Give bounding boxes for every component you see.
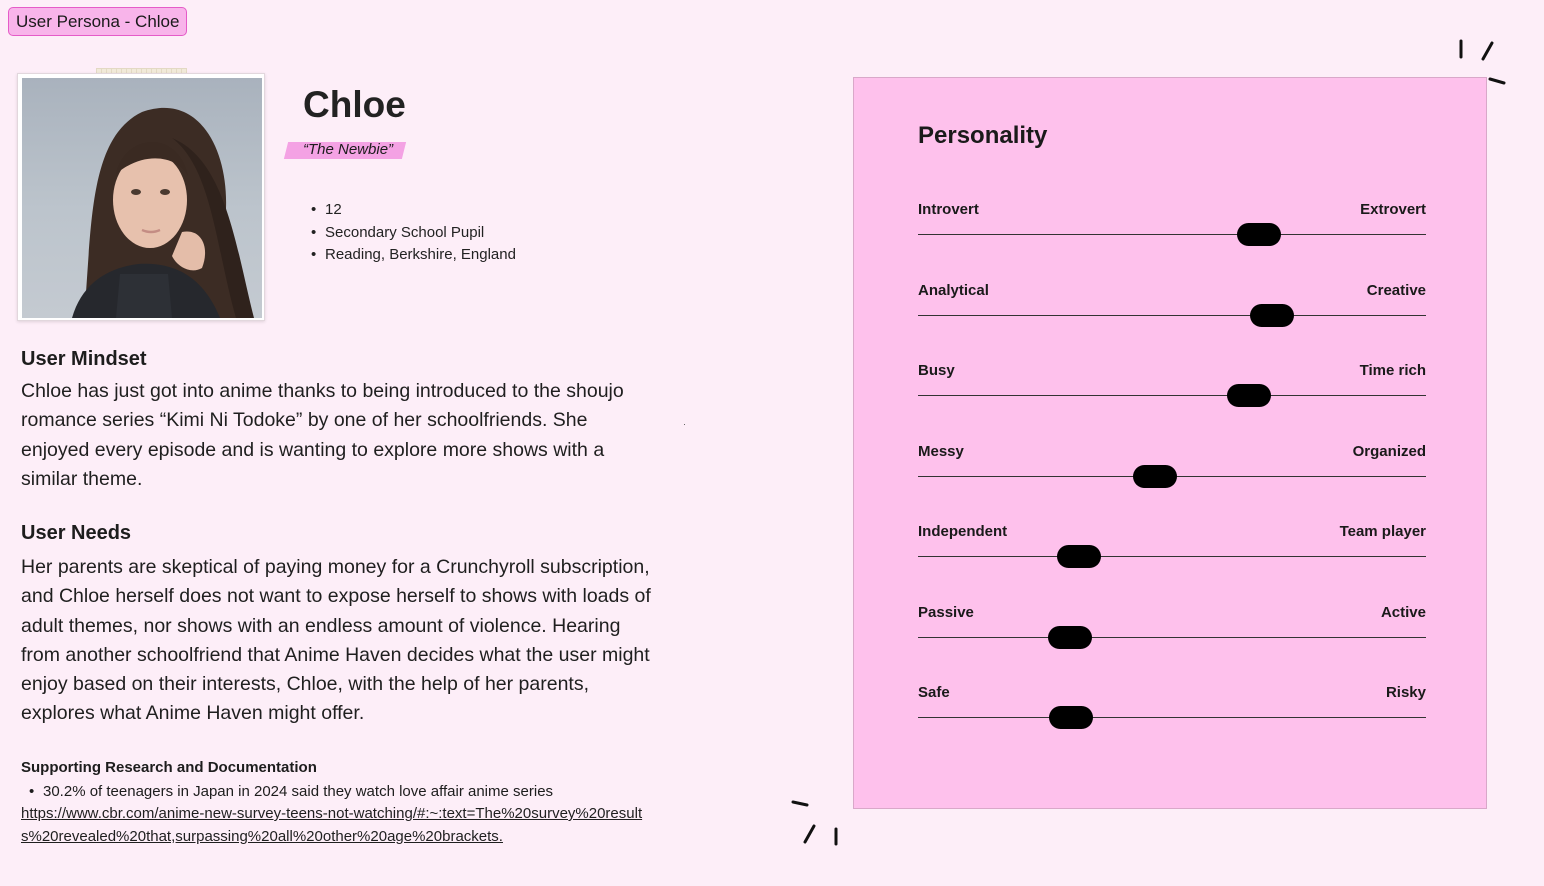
- persona-facts: [309, 199, 516, 267]
- trait-introvert-extrovert: [918, 201, 1426, 245]
- trait-slider-knob[interactable]: [1237, 223, 1281, 246]
- trait-right-label: Extrovert: [1360, 201, 1426, 218]
- trait-right-label: Active: [1380, 604, 1426, 621]
- trait-right-label: Risky: [1385, 684, 1426, 701]
- trait-track: [918, 637, 1426, 638]
- fact-age: • 12: [309, 199, 516, 222]
- trait-track: [918, 234, 1426, 235]
- needs-heading: User Needs: [21, 522, 132, 544]
- trait-left-label: Introvert: [918, 201, 979, 218]
- research-item: • 30.2% of teenagers in Japan in 2024 said they watch love affair anime series: [27, 781, 553, 803]
- trait-right-label: Team player: [1339, 523, 1426, 540]
- trait-track: [918, 315, 1426, 316]
- research-link[interactable]: https://www.cbr.com/anime-new-survey-teens-not-watching/#:~:text=The%20survey%20results%20revealed%20that,surpassing%20all%20other%20age%20brackets.: [21, 805, 643, 845]
- trait-slider-knob[interactable]: [1227, 384, 1271, 407]
- fact-occupation: • Secondary School Pupil: [309, 222, 516, 245]
- personality-card: [853, 77, 1487, 809]
- trait-left-label: Messy: [918, 443, 964, 460]
- persona-nickname: “The Newbie”: [303, 141, 394, 158]
- sparkle-doodle-icon: [780, 790, 850, 850]
- portrait-illustration: [22, 78, 262, 318]
- trait-safe-risky: [918, 684, 1426, 728]
- needs-text: Her parents are skeptical of paying money for a Crunchyroll subscription, and Chloe herself does not want to expose herself to shows with loads of adult themes, nor shows with an endless amount of violence. Hearing from another schoolfriend that Anime Haven decides what the user might enjoy based on their interests, Chloe, with the help of her parents, explores what Anime Haven might offer.: [21, 556, 651, 725]
- trait-left-label: Analytical: [918, 282, 989, 299]
- trait-right-label: Organized: [1352, 443, 1426, 460]
- personality-title: Personality: [918, 122, 1048, 149]
- sparkle-doodle-icon: [1450, 34, 1520, 94]
- trait-busy-timerich: [918, 362, 1426, 406]
- fact-location: • Reading, Berkshire, England: [309, 244, 516, 267]
- trait-slider-knob[interactable]: [1048, 626, 1092, 649]
- trait-messy-organized: [918, 443, 1426, 487]
- trait-independent-teamplayer: [918, 523, 1426, 567]
- trait-analytical-creative: [918, 282, 1426, 326]
- mindset-text: Chloe has just got into anime thanks to being introduced to the shoujo romance series “Kimi Ni Todoke” by one of her schoolfriends. She enjoyed every episode and is wanting to explore more shows with a similar theme.: [21, 380, 624, 490]
- trait-track: [918, 717, 1426, 718]
- trait-slider-knob[interactable]: [1250, 304, 1294, 327]
- mindset-heading: User Mindset: [21, 348, 147, 370]
- persona-name: Chloe: [303, 84, 406, 125]
- trait-right-label: Creative: [1366, 282, 1426, 299]
- trait-slider-knob[interactable]: [1133, 465, 1177, 488]
- trait-left-label: Passive: [918, 604, 974, 621]
- trait-left-label: Busy: [918, 362, 955, 379]
- trait-passive-active: [918, 604, 1426, 648]
- trait-left-label: Safe: [918, 684, 950, 701]
- trait-slider-knob[interactable]: [1049, 706, 1093, 729]
- trait-left-label: Independent: [918, 523, 1008, 540]
- persona-photo-card: [17, 73, 265, 321]
- trait-track: [918, 556, 1426, 557]
- stray-dot: [684, 424, 685, 425]
- frame-title[interactable]: User Persona - Chloe: [8, 7, 187, 36]
- research-list: [27, 781, 553, 803]
- persona-photo: [22, 78, 262, 318]
- trait-right-label: Time rich: [1359, 362, 1426, 379]
- trait-track: [918, 395, 1426, 396]
- research-heading: Supporting Research and Documentation: [21, 759, 317, 776]
- trait-slider-knob[interactable]: [1057, 545, 1101, 568]
